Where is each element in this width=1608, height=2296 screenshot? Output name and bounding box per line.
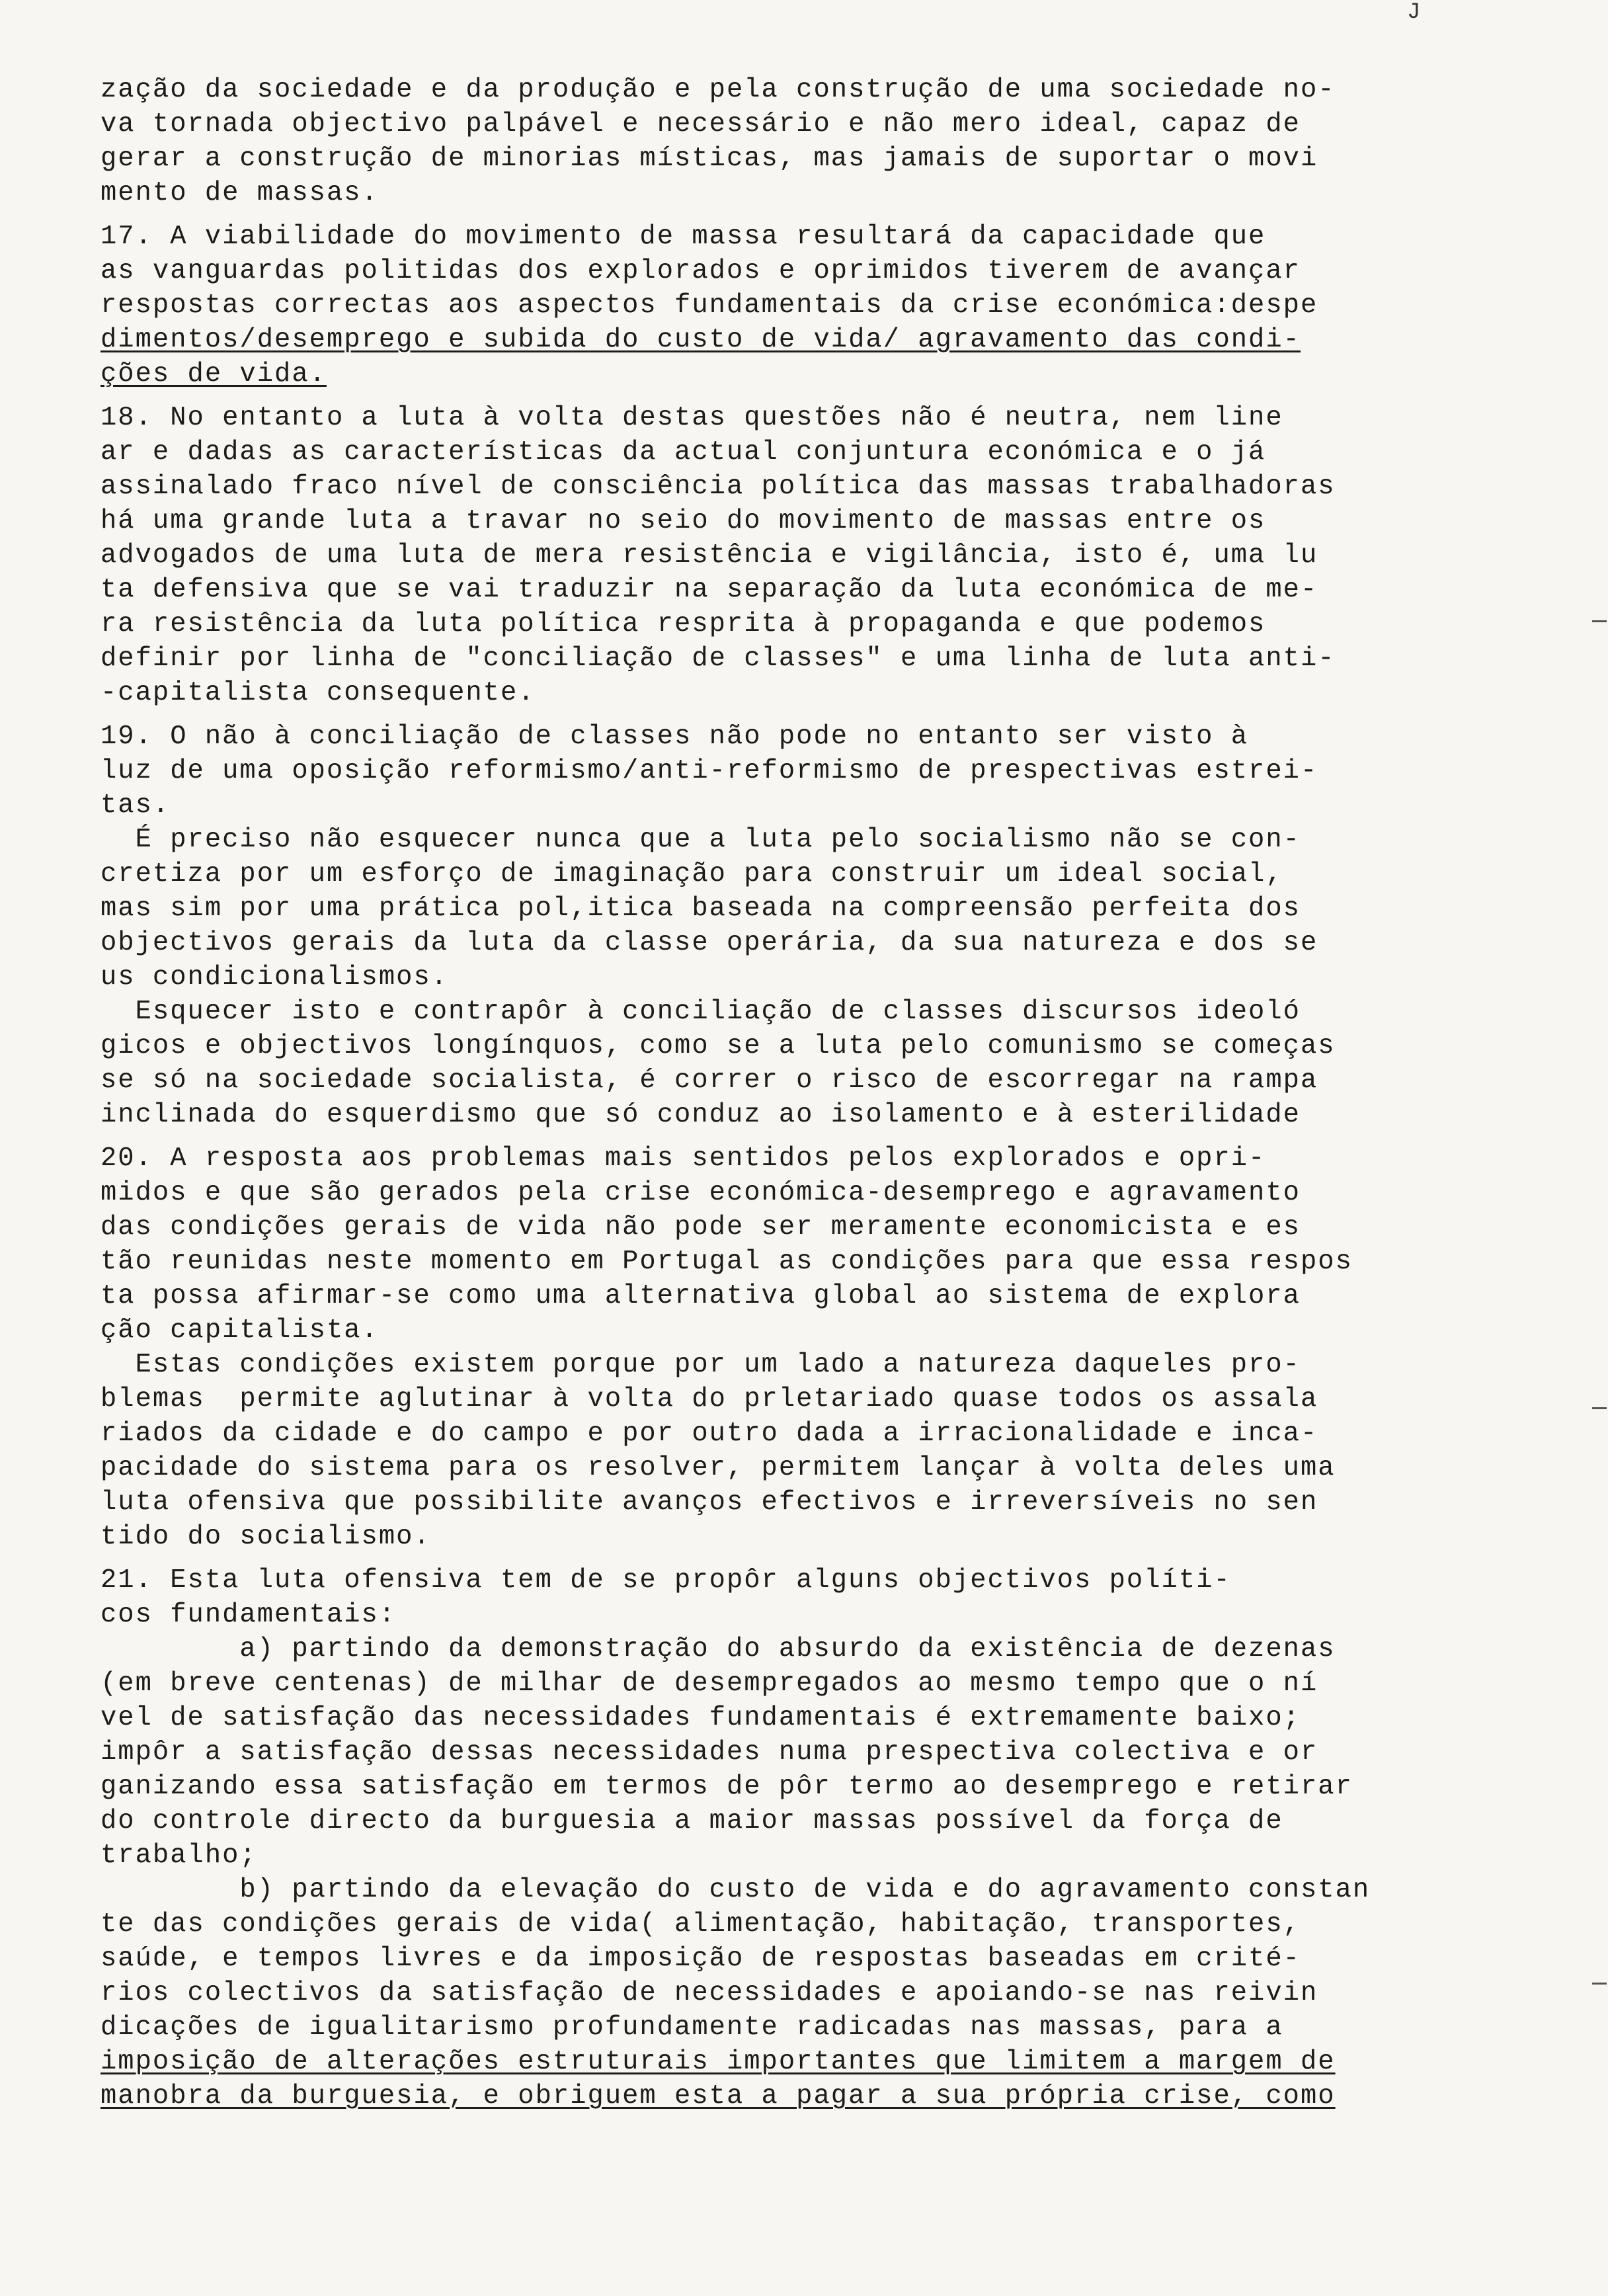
text-line: 17. A viabilidade do movimento de massa resultará da capacidade que (100, 222, 1266, 252)
text-line: manobra da burguesia, e obriguem esta a pagar a sua própria crise, como (100, 2081, 1336, 2112)
paragraph (100, 719, 1535, 1132)
text-line: dimentos/desemprego e subida do custo de vida/ agravamento das condi- (100, 325, 1301, 355)
text-line: us condicionalismos. (100, 962, 449, 993)
text-line: dicações de igualitarismo profundamente radicadas nas massas, para a (100, 2012, 1283, 2043)
text-line: definir por linha de "conciliação de classes" e uma linha de luta anti- (100, 643, 1336, 674)
text-line: a) partindo da demonstração do absurdo da existência de dezenas (100, 1634, 1336, 1664)
paragraph-gap (100, 391, 1535, 401)
text-line: mas sim por uma prática pol,itica baseada na compreensão perfeita dos (100, 893, 1301, 924)
text-line: das condições gerais de vida não pode ser meramente economicista e es (100, 1212, 1301, 1243)
paragraph-gap (100, 1132, 1535, 1141)
text-line: (em breve centenas) de milhar de desempregados ao mesmo tempo que o ní (100, 1668, 1318, 1699)
text-line: ar e dadas as características da actual conjuntura económica e o já (100, 437, 1266, 468)
text-line: cos fundamentais: (100, 1600, 397, 1630)
text-line: gerar a construção de minorias místicas, mas jamais de suportar o movi (100, 144, 1318, 174)
text-line: 18. No entanto a luta à volta destas questões não é neutra, nem line (100, 403, 1283, 433)
text-line: há uma grande luta a travar no seio do movimento de massas entre os (100, 506, 1266, 536)
text-line: respostas correctas aos aspectos fundamentais da crise económica:despe (100, 290, 1318, 321)
text-line: cretiza por um esforço de imaginação para construir um ideal social, (100, 859, 1283, 889)
text-line: ção capitalista. (100, 1315, 379, 1346)
text-line: va tornada objectivo palpável e necessário e não mero ideal, capaz de (100, 109, 1301, 140)
text-line: luta ofensiva que possibilite avanços efectivos e irreversíveis no sen (100, 1487, 1318, 1518)
text-line: luz de uma oposição reformismo/anti-reformismo de prespectivas estrei- (100, 756, 1318, 786)
text-line: pacidade do sistema para os resolver, permitem lançar à volta deles uma (100, 1453, 1336, 1483)
margin-tick (1592, 1407, 1607, 1409)
paragraph (100, 1563, 1535, 2113)
text-line: ra resistência da luta política resprita à propaganda e que podemos (100, 609, 1266, 639)
paragraph (100, 73, 1535, 210)
text-line: rios colectivos da satisfação de necessidades e apoiando-se nas reivin (100, 1978, 1318, 2008)
text-line: tas. (100, 790, 171, 821)
text-line: Esquecer isto e contrapôr à conciliação de classes discursos ideoló (100, 997, 1301, 1027)
text-line: b) partindo da elevação do custo de vida e do agravamento constan (100, 1875, 1371, 1905)
text-line: ta defensiva que se vai traduzir na separação da luta económica de me- (100, 575, 1318, 605)
margin-tick (1592, 620, 1607, 622)
text-line: ções de vida. (100, 359, 327, 390)
text-line: midos e que são gerados pela crise económica-desemprego e agravamento (100, 1178, 1301, 1208)
text-line: É preciso não esquecer nunca que a luta pelo socialismo não se con- (100, 825, 1301, 855)
text-line: mento de massas. (100, 178, 379, 208)
paragraph (100, 401, 1535, 710)
text-line: se só na sociedade socialista, é correr o risco de escorregar na rampa (100, 1065, 1318, 1096)
paragraph (100, 1141, 1535, 1554)
corner-mark: J (1407, 0, 1421, 25)
paragraph-gap (100, 1554, 1535, 1563)
text-line: objectivos gerais da luta da classe operária, da sua natureza e dos se (100, 928, 1318, 958)
text-line: 19. O não à conciliação de classes não pode no entanto ser visto à (100, 721, 1249, 752)
text-line: impôr a satisfação dessas necessidades numa prespectiva colectiva e or (100, 1737, 1318, 1768)
text-line: ta possa afirmar-se como uma alternativa global ao sistema de explora (100, 1281, 1301, 1311)
text-line: imposição de alterações estruturais importantes que limitem a margem de (100, 2047, 1336, 2077)
text-line: zação da sociedade e da produção e pela construção de uma sociedade no- (100, 75, 1336, 105)
text-line: tido do socialismo. (100, 1522, 431, 1552)
text-line: advogados de uma luta de mera resistência e vigilância, isto é, uma lu (100, 540, 1318, 571)
margin-tick (1592, 1983, 1607, 1985)
text-line: as vanguardas politidas dos explorados e oprimidos tiverem de avançar (100, 256, 1301, 286)
text-line: 20. A resposta aos problemas mais sentidos pelos explorados e opri- (100, 1143, 1266, 1174)
paragraph-gap (100, 210, 1535, 220)
text-line: riados da cidade e do campo e por outro dada a irracionalidade e inca- (100, 1418, 1318, 1449)
text-line: -capitalista consequente. (100, 678, 536, 708)
text-line: 21. Esta luta ofensiva tem de se propôr alguns objectivos políti- (100, 1565, 1231, 1596)
text-line: vel de satisfação das necessidades fundamentais é extremamente baixo; (100, 1703, 1301, 1733)
text-line: gicos e objectivos longínquos, como se a luta pelo comunismo se começas (100, 1031, 1336, 1061)
paragraph-gap (100, 710, 1535, 719)
text-line: saúde, e tempos livres e da imposição de respostas baseadas em crité- (100, 1944, 1301, 1974)
text-line: te das condições gerais de vida( alimentação, habitação, transportes, (100, 1909, 1301, 1940)
text-line: Estas condições existem porque por um lado a natureza daqueles pro- (100, 1350, 1301, 1380)
text-line: blemas permite aglutinar à volta do prletariado quase todos os assala (100, 1384, 1318, 1414)
document-body (100, 73, 1535, 2113)
text-line: trabalho; (100, 1840, 257, 1871)
text-line: do controle directo da burguesia a maior massas possível da força de (100, 1806, 1283, 1836)
text-line: inclinada do esquerdismo que só conduz ao isolamento e à esterilidade (100, 1100, 1301, 1130)
text-line: ganizando essa satisfação em termos de pôr termo ao desemprego e retirar (100, 1772, 1353, 1802)
text-line: tão reunidas neste momento em Portugal as condições para que essa respos (100, 1247, 1353, 1277)
text-line: assinalado fraco nível de consciência política das massas trabalhadoras (100, 472, 1336, 502)
paragraph (100, 220, 1535, 391)
